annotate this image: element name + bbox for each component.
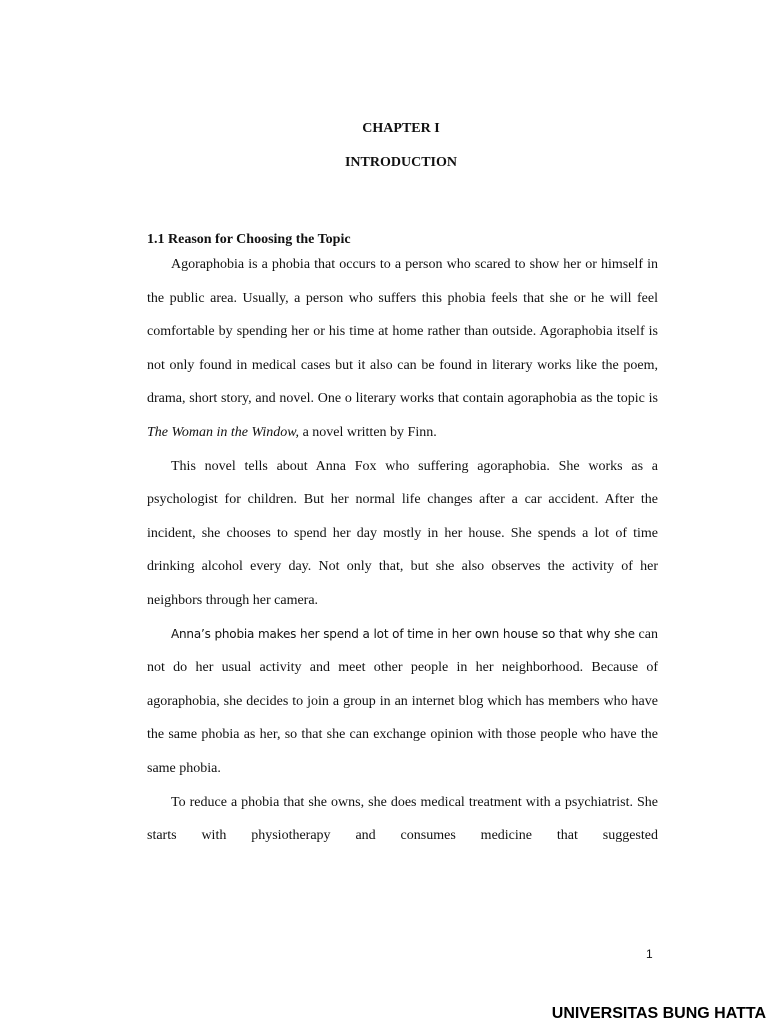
paragraph-2: This novel tells about Anna Fox who suffering agoraphobia. She works as a psychologist for children. But her normal life changes after a car accident. After the incident, she chooses to spend her day mostly in her house. She spends a lot of time drinking alcohol every day. Not only that, but she also observes the activity of her neighbors through her camera. [147, 458, 658, 608]
section-body [147, 248, 658, 853]
chapter-label: CHAPTER I [362, 121, 440, 136]
paragraph-1 [147, 248, 658, 450]
chapter-title: INTRODUCTION [344, 155, 457, 170]
paragraph-1-text-after: a novel written by Finn. [299, 424, 437, 440]
novel-title: The Woman in the Window, [147, 424, 300, 440]
paragraph-4: To reduce a phobia that she owns, she does medical treatment with a psychiatrist. She starts with physiotherapy and consumes medicine that suggested [147, 794, 658, 844]
page-number: 1 [646, 947, 653, 961]
section-heading: 1.1 Reason for Choosing the Topic [147, 232, 351, 247]
paragraph-3 [147, 618, 658, 786]
paragraph-1-text-before: Agoraphobia is a phobia that occurs to a person who scared to show her or himself in the public area. Usually, a person who suffers this phobia feels that she or he will feel comfortable by spending her or his time at home rather than outside. Agoraphobia itself is not only found in medical cases but it also can be found in literary works like the poem, drama, short story, and novel. One o literary works that contain agoraphobia as the topic is [147, 257, 658, 407]
institution-footer: UNIVERSITAS BUNG HATTA [551, 1005, 766, 1022]
paragraph-3-text: can not do her usual activity and meet other people in her neighborhood. Because of agoraphobia, she decides to join a group in an internet blog which has members who have the same phobia as her, so that she can exchange opinion with those people who have the same phobia. [147, 626, 658, 776]
paragraph-3-lead: Anna’s phobia makes her spend a lot of time in her own house so that why she [171, 626, 635, 641]
